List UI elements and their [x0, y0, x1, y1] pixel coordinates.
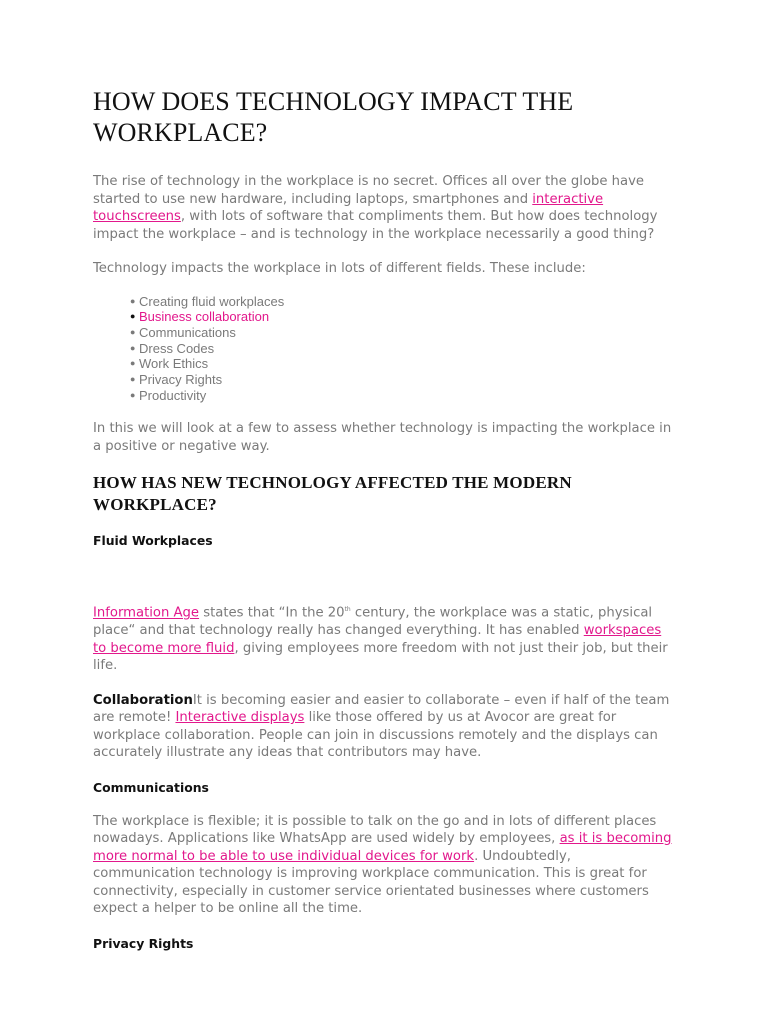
communications-text-2: . Undoubtedly, communication technology is improving workplace communication. This is great for connectivity, especially in customer service orientated businesses where customers expect a helper to be online all the time.	[93, 848, 649, 917]
individual-devices-link[interactable]: as it is becoming more normal to be able to use individual devices for work	[93, 831, 672, 864]
fields-intro: Technology impacts the workplace in lots of different fields. These include:	[93, 261, 586, 276]
list-item	[130, 356, 675, 372]
communications-text-1: The workplace is flexible; it is possible to talk on the go and in lots of different places nowadays. Applications like WhatsApp are used widely by employees,	[93, 813, 657, 847]
bullet-icon: ●	[130, 295, 136, 306]
list-item-label: Privacy Rights	[139, 372, 223, 388]
bullet-icon: ●	[130, 311, 136, 322]
bullet-icon: ●	[130, 342, 136, 353]
collaboration-text-1: It is becoming easier and easier to collaborate – even if half of the team are remote!	[93, 692, 670, 726]
communications-paragraph	[93, 813, 675, 918]
list-item[interactable]	[130, 309, 675, 325]
fluid-paragraph	[93, 601, 675, 674]
collaboration-text-2: like those offered by us at Avocor are great for workplace collaboration. People can join in discussions remotely and the displays can accurately illustrate any ideas that contributors may have.	[93, 710, 658, 761]
collaboration-label: Collaboration	[93, 692, 193, 708]
intro-paragraph	[93, 173, 675, 243]
assess-paragraph: In this we will look at a few to assess whether technology is impacting the workplace in a positive or negative way.	[93, 421, 672, 454]
fields-list	[93, 294, 675, 404]
intro-text-1: The rise of technology in the workplace is no secret. Offices all over the globe have started to use new hardware, including laptops, smartphones and	[93, 174, 645, 207]
list-item-label: Business collaboration	[139, 309, 270, 325]
bullet-icon: ●	[130, 389, 136, 400]
fluid-workspaces-link[interactable]: workspaces to become more fluid	[93, 623, 662, 656]
fluid-text-1: states that “In the 20	[199, 605, 345, 621]
bullet-icon: ●	[130, 358, 136, 369]
list-item	[130, 325, 675, 341]
list-item	[130, 294, 675, 310]
intro-text-2: , with lots of software that compliments them. But how does technology impact the workplace – and is technology in the workplace necessarily a good thing?	[93, 209, 658, 242]
bullet-icon: ●	[130, 374, 136, 385]
list-item-label: Dress Codes	[139, 340, 215, 356]
fluid-text-2: century, the workplace was a static, physical place“ and that technology really has changed everything. It has enabled	[93, 605, 653, 639]
century-superscript: th	[344, 606, 351, 614]
list-item-label: Work Ethics	[139, 356, 209, 372]
interactive-touchscreens-link[interactable]: interactive touchscreens	[93, 191, 604, 224]
communications-heading: Communications	[93, 779, 209, 795]
page-title: HOW DOES TECHNOLOGY IMPACT THE WORKPLACE?	[93, 87, 574, 147]
fluid-workplaces-heading: Fluid Workplaces	[93, 533, 213, 549]
fluid-text-3: , giving employees more freedom with not just their job, but their life.	[93, 640, 668, 674]
document-page	[93, 86, 675, 952]
section-heading: HOW HAS NEW TECHNOLOGY AFFECTED THE MODERN WORKPLACE?	[93, 473, 572, 515]
list-item-label: Creating fluid workplaces	[139, 293, 285, 309]
information-age-link[interactable]: Information Age	[93, 605, 200, 621]
list-item	[130, 341, 675, 357]
bullet-icon: ●	[130, 326, 136, 337]
privacy-rights-heading: Privacy Rights	[93, 935, 194, 951]
interactive-displays-link[interactable]: Interactive displays	[175, 710, 305, 726]
list-item	[130, 372, 675, 388]
collaboration-paragraph	[93, 692, 675, 762]
list-item-label: Communications	[139, 324, 236, 340]
list-item	[130, 388, 675, 404]
list-item-label: Productivity	[139, 387, 207, 403]
